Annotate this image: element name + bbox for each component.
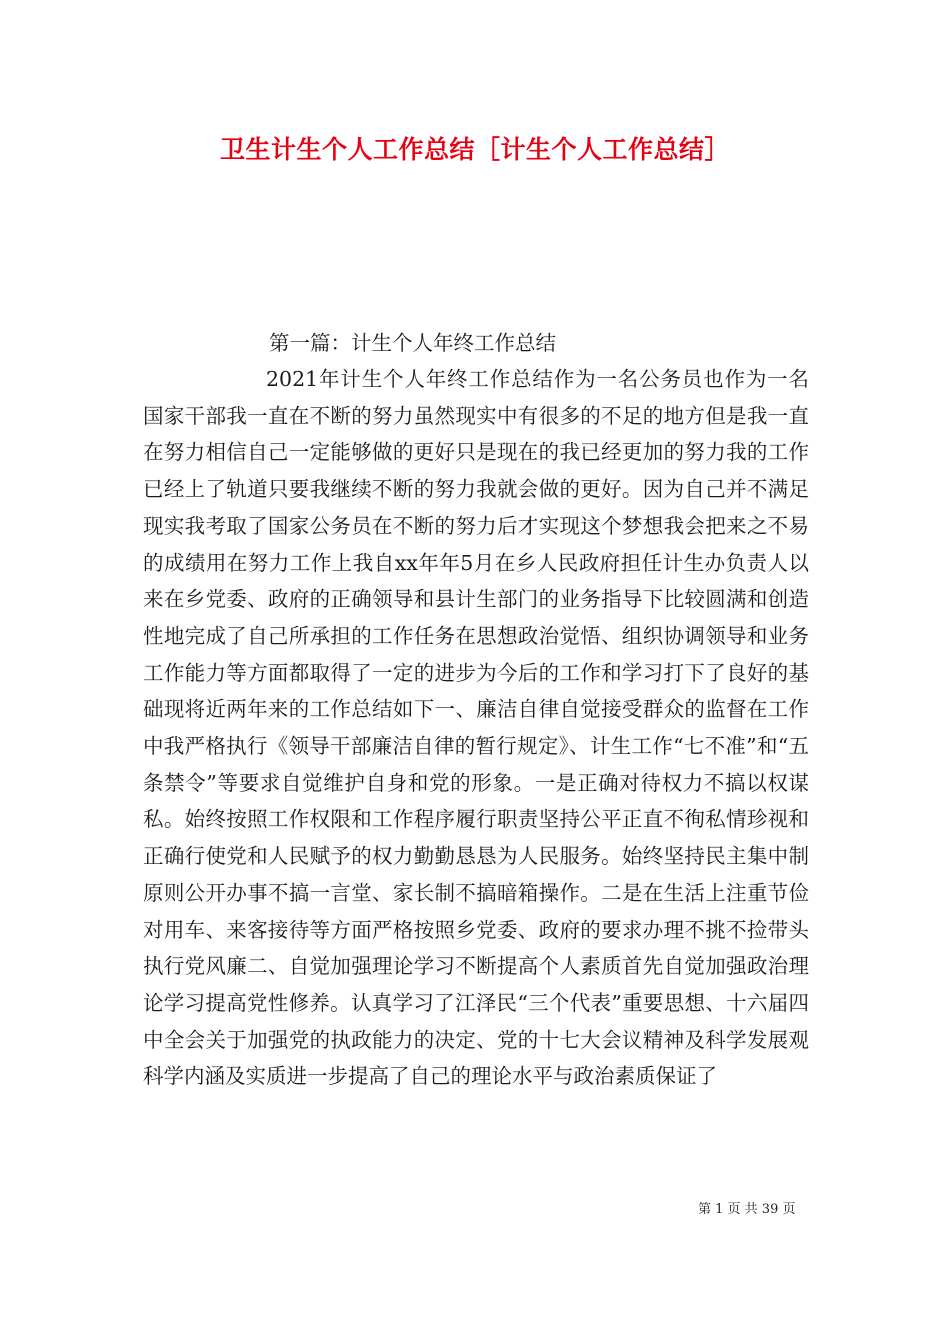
document-title: 卫生计生个人工作总结［计生个人工作总结］	[219, 135, 730, 164]
page-number-footer: 第 1 页 共 39 页	[698, 1202, 796, 1217]
body-paragraph: 2021年计生个人年终工作总结作为一名公务员也作为一名国家干部我一直在不断的努力虽然现实中有很多的不足的地方但是我一直在努力相信自己一定能够做的更好只是现在的我已经更加的努力我的工作已经上了轨道只要我继续不断的努力我就会做的更好。因为自己并不满足现实我考取了国家公务员在不断的努力后才实现这个梦想我会把来之不易的成绩用在努力工作上我自xx年年5月在乡人民政府担任计生办负责人以来在乡党委、政府的正确领导和县计生部门的业务指导下比较圆满和创造性地完成了自己所承担的工作任务在思想政治觉悟、组织协调领导和业务工作能力等方面都取得了一定的进步为今后的工作和学习打下了良好的基础现将近两年来的工作总结如下一、廉洁自律自觉接受群众的监督在工作中我严格执行《领导干部廉洁自律的暂行规定》、计生工作“七不准”和“五条禁令”等要求自觉维护自身和党的形象。一是正确对待权力不搞以权谋私。始终按照工作权限和工作程序履行职责坚持公平正直不徇私情珍视和正确行使党和人民赋予的权力勤勤恳恳为人民服务。始终坚持民主集中制原则公开办事不搞一言堂、家长制不搞暗箱操作。二是在生活上注重节俭对用车、来客接待等方面严格按照乡党委、政府的要求办理不挑不捡带头执行党风廉二、自觉加强理论学习不断提高个人素质首先自觉加强政治理论学习提高党性修养。认真学习了江泽民“三个代表”重要思想、十六届四中全会关于加强党的执政能力的决定、党的十七大会议精神及科学发展观科学内涵及实质进一步提高了自己的理论水平与政治素质保证了	[143, 367, 809, 1089]
section-heading: 第一篇：计生个人年终工作总结	[269, 331, 556, 355]
